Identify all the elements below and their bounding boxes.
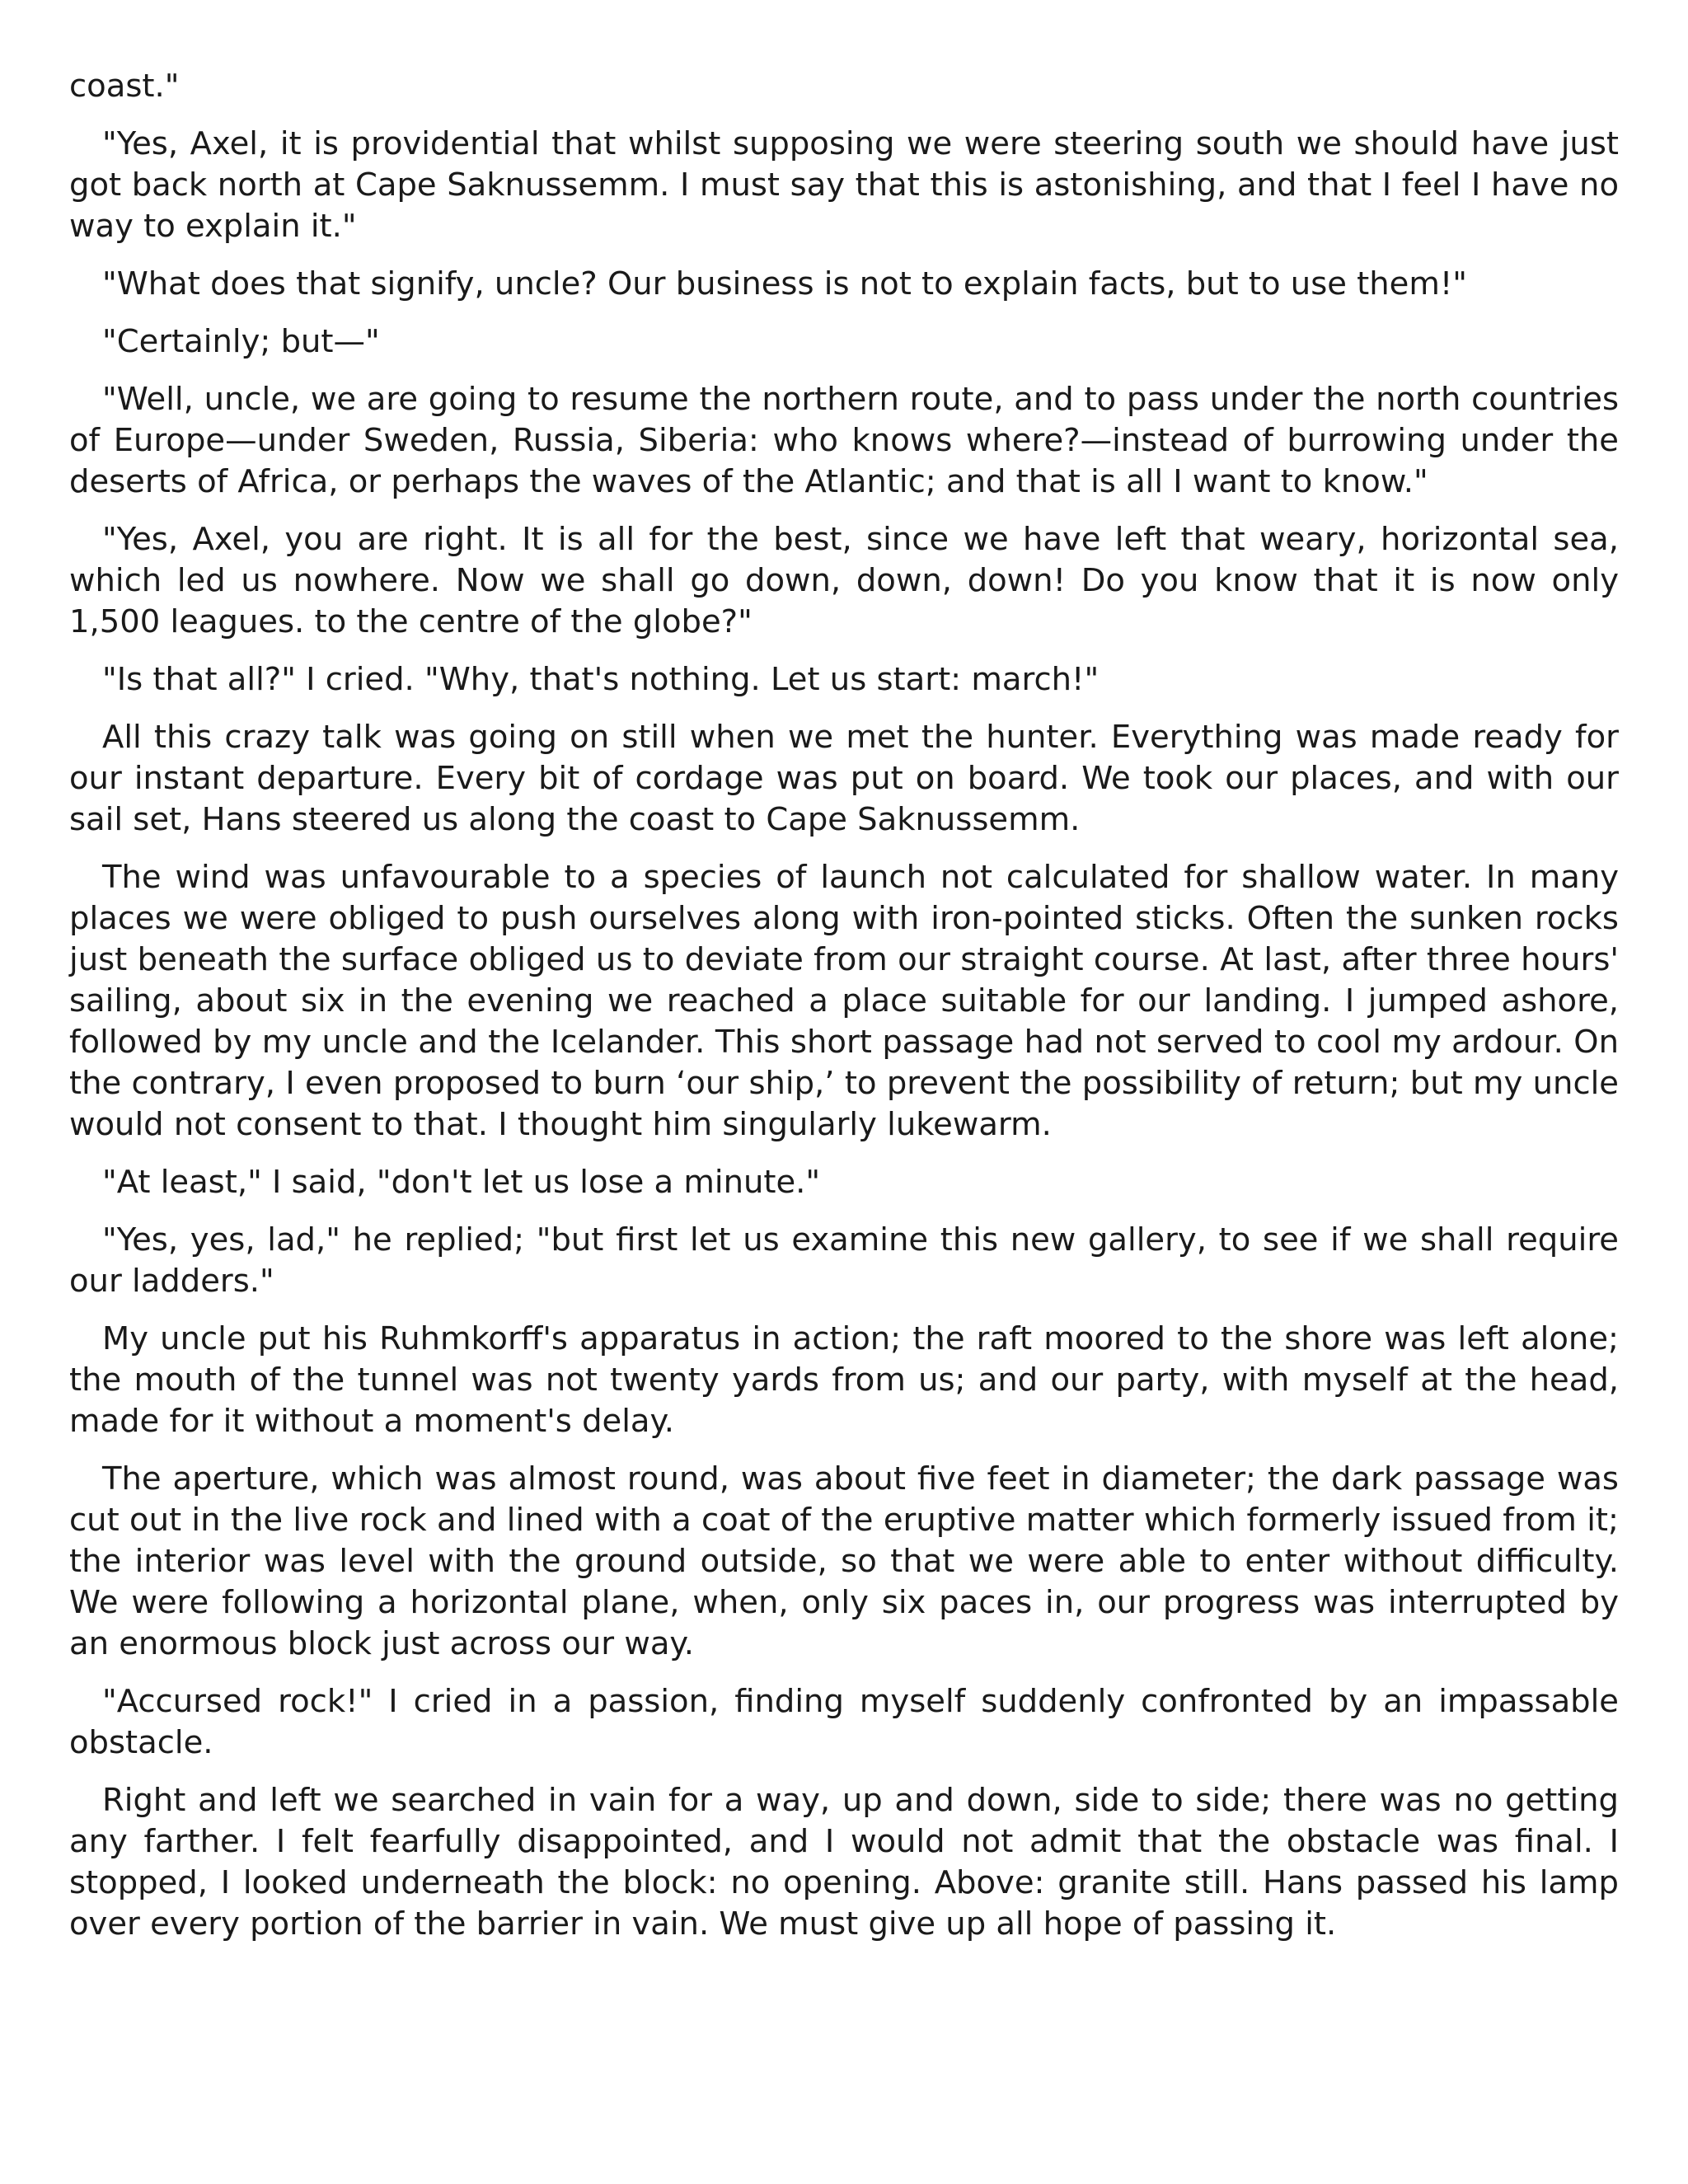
- paragraph: The aperture, which was almost round, was about five feet in diameter; the dark passage was cut out in the live rock and lined with a coat of the eruptive matter which formerly issued from it; the interior was level with the ground outside, so that we were able to enter without difficulty. We were following a horizontal plane, when, only six paces in, our progress was interrupted by an enormous block just across our way.: [69, 1460, 1619, 1662]
- paragraph: "At least," I said, "don't let us lose a minute.": [102, 1164, 821, 1201]
- paragraph: "Accursed rock!" I cried in a passion, finding myself suddenly confronted by an impassable obstacle.: [69, 1683, 1619, 1761]
- paragraph: "Well, uncle, we are going to resume the northern route, and to pass under the north countries of Europe—under Sweden, Russia, Siberia: who knows where?—instead of burrowing under the deserts of Africa, or perhaps the waves of the Atlantic; and that is all I want to know.": [69, 381, 1619, 500]
- paragraph: "Certainly; but—": [102, 323, 380, 360]
- paragraph: "Yes, Axel, it is providential that whilst supposing we were steering south we should have just got back north at Cape Saknussemm. I must say that this is astonishing, and that I feel I have no way to explain it.": [69, 125, 1619, 245]
- paragraph-continuation: coast.": [69, 68, 180, 105]
- paragraph: "Yes, yes, lad," he replied; "but first let us examine this new gallery, to see if we shall require our ladders.": [69, 1221, 1619, 1300]
- paragraph: "What does that signify, uncle? Our business is not to explain facts, but to use them!": [102, 265, 1468, 302]
- paragraph: Right and left we searched in vain for a way, up and down, side to side; there was no getting any farther. I felt fearfully disappointed, and I would not admit that the obstacle was final. I stopped, I looked underneath the block: no opening. Above: granite still. Hans passed his lamp over every portion of the barrier in vain. We must give up all hope of passing it.: [69, 1782, 1619, 1943]
- paragraph: "Yes, Axel, you are right. It is all for the best, since we have left that weary, horizontal sea, which led us nowhere. Now we shall go down, down, down! Do you know that it is now only 1,500 leagues. to the centre of the globe?": [69, 521, 1619, 640]
- paragraph: "Is that all?" I cried. "Why, that's nothing. Let us start: march!": [102, 661, 1100, 698]
- document-page: [69, 66, 1619, 1961]
- paragraph: All this crazy talk was going on still when we met the hunter. Everything was made ready for our instant departure. Every bit of cordage was put on board. We took our places, and with our sail set, Hans steered us along the coast to Cape Saknussemm.: [69, 719, 1619, 838]
- paragraph: My uncle put his Ruhmkorff's apparatus in action; the raft moored to the shore was left alone; the mouth of the tunnel was not twenty yards from us; and our party, with myself at the head, made for it without a moment's delay.: [69, 1320, 1619, 1440]
- paragraph: The wind was unfavourable to a species of launch not calculated for shallow water. In many places we were obliged to push ourselves along with iron-pointed sticks. Often the sunken rocks just beneath the surface obliged us to deviate from our straight course. At last, after three hours' sailing, about six in the evening we reached a place suitable for our landing. I jumped ashore, followed by my uncle and the Icelander. This short passage had not served to cool my ardour. On the contrary, I even proposed to burn ‘our ship,’ to prevent the possibility of return; but my uncle would not consent to that. I thought him singularly lukewarm.: [69, 859, 1619, 1143]
